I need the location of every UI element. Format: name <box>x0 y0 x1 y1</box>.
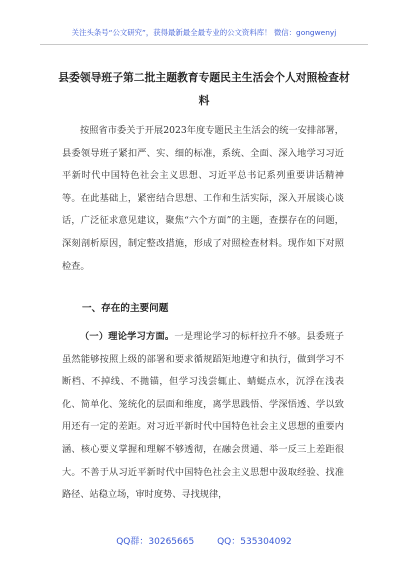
header-divider <box>40 44 368 45</box>
section-heading: 一、存在的主要问题 <box>82 303 169 314</box>
subsection-lead: （一）理论学习方面。 <box>80 331 175 342</box>
page-footer <box>0 534 408 547</box>
subsection-body: 一是理论学习的标杆拉升不够。县委班子虽然能够按照上级的部署和要求循规蹈矩地遵守和执行，做到学习不断档、不掉线、不拋锚，但学习浅尝辄止、蜻蜓点水，沉浮在浅表化、简单化、笼统化的层面和维度，离学思践悟、学深悟透、学以致用还有一定的差距。对习近平新时代中国特色社会主义思想的重要内涵、核心要义掌握和理解不够透彻，在融会贯通、举一反三上差距很大。不善于从习近平新时代中国特色社会主义思想中汲取经验、找准路径、站稳立场，审时度势、寻找规律， <box>62 331 344 501</box>
footer-qq-group: QQ群：30265665 <box>116 537 195 547</box>
document-title: 县委领导班子第二批主题教育专题民主生活会个人对照检查材料 <box>58 71 350 107</box>
intro-paragraph: 按照省市委关于开展2023年度专题民主生活会的统一安排部署，县委领导班子紧扣严、实、细的标准，系统、全面、深入地学习习近平新时代中国特色社会主义思想、习近平总书记系列重要讲话精神等。在此基础上，紧密结合思想、工作和生活实际，深入开展谈心谈话，广泛征求意见建议，聚焦“六个方面”的主题，查摆存在的问题，深刻剖析原因，制定整改措施，形成了对照检查材料。现作如下对照检查。 <box>62 125 344 272</box>
footer-qq: QQ：535304092 <box>217 537 292 547</box>
subsection-paragraph <box>62 326 344 507</box>
header-banner: 关注头条号“公文研究”，获得最新最全最专业的公文资料库！ 微信：gongwenyj <box>71 28 337 37</box>
